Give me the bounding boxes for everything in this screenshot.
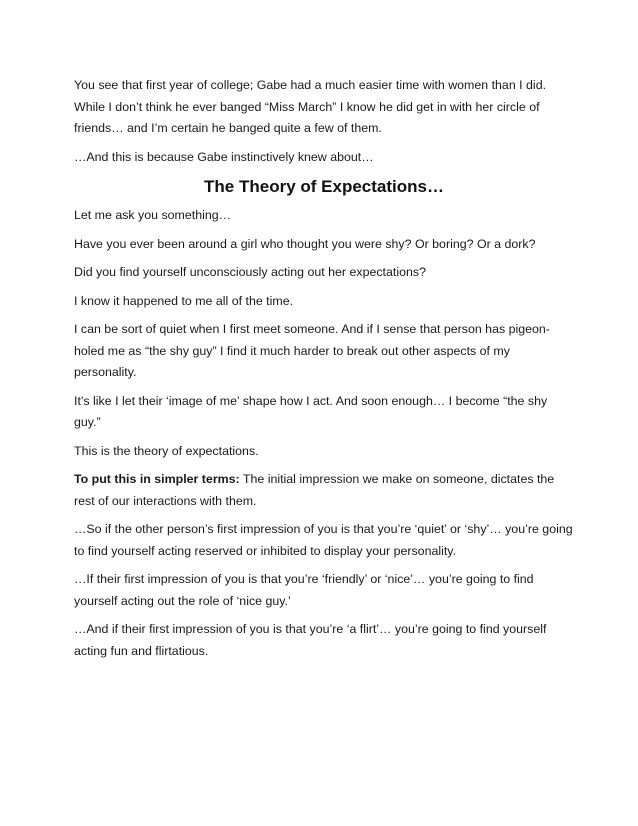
paragraph: I can be sort of quiet when I first meet someone. And if I sense that person has pigeon- holed me as “the shy guy” I find it much harder to break out other aspects of my personality. bbox=[74, 322, 550, 379]
paragraph: …And if their first impression of you is that you’re ‘a flirt’… you’re going to find yourself acting fun and flirtatious. bbox=[74, 622, 547, 658]
section-heading: The Theory of Expectations… bbox=[204, 177, 444, 196]
document-body bbox=[74, 75, 574, 669]
paragraph: Have you ever been around a girl who thought you were shy? Or boring? Or a dork? bbox=[74, 236, 536, 251]
paragraph: You see that first year of college; Gabe had a much easier time with women than I did. While I don’t think he ever banged “Miss March” I know he did get in with her circle of friends… and I’m certain he banged quite a few of them. bbox=[74, 78, 547, 135]
paragraph: …So if the other person’s first impression of you is that you’re ‘quiet’ or ‘shy’… you’re going to find yourself acting reserved or inhibited to display your personality. bbox=[74, 522, 573, 558]
paragraph: This is the theory of expectations. bbox=[74, 443, 259, 458]
simpler-terms-paragraph bbox=[74, 469, 574, 512]
paragraph: Did you find yourself unconsciously acting out her expectations? bbox=[74, 265, 426, 279]
paragraph-text: The initial impression we make on someone, dictates the rest of our interactions with them. bbox=[74, 472, 555, 508]
paragraph: …If their first impression of you is that you’re ‘friendly’ or ‘nice’… you’re going to find yourself acting out the role of ‘nice guy.’ bbox=[74, 572, 534, 608]
paragraph: Let me ask you something… bbox=[74, 208, 232, 222]
bold-lead-in: To put this in simpler terms: bbox=[74, 472, 240, 486]
paragraph: …And this is because Gabe instinctively knew about… bbox=[74, 149, 374, 164]
paragraph: It’s like I let their ‘image of me’ shape how I act. And soon enough… I become “the shy guy.” bbox=[74, 393, 548, 429]
paragraph: I know it happened to me all of the time. bbox=[74, 293, 294, 308]
